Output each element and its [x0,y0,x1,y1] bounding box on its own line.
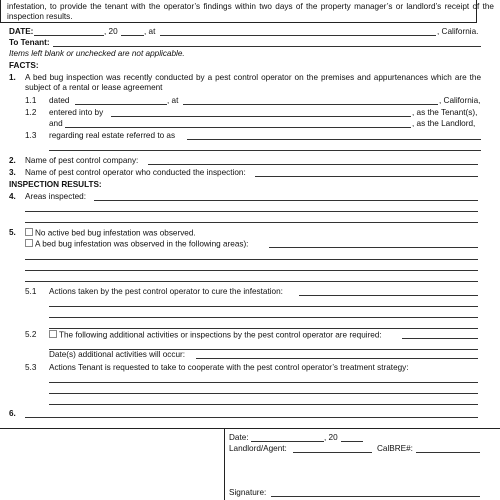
actions-taken-field-3[interactable] [49,317,478,318]
additional-dates-label: Date(s) additional activities will occur: [49,350,186,359]
item-1-2-label: entered into by [49,108,104,117]
sig-date-label: Date: [229,433,249,442]
item-2-label: Name of pest control company: [25,156,139,165]
tenant-actions-field[interactable] [49,382,478,383]
date-location-field[interactable] [160,35,436,36]
agent-field[interactable] [293,452,372,453]
areas-inspected-field-3[interactable] [25,222,478,223]
item-1-2-and-label: and [49,119,63,128]
pest-operator-field[interactable] [255,176,478,177]
agent-label: Landlord/Agent: [229,444,287,453]
additional-activities-field[interactable] [402,338,478,339]
item-1-1-location-field[interactable] [183,104,438,105]
item-3-number: 3. [9,168,16,177]
areas-inspected-field-2[interactable] [25,211,478,212]
item-1-1-label: dated [49,96,70,105]
item-5-2-number: 5.2 [25,330,37,339]
item-4-number: 4. [9,192,16,201]
additional-dates-field[interactable] [196,358,478,359]
item-1-text: A bed bug inspection was recently conducted by a pest control operator on the premises and appurtenances which are the subject of a rental or lease agreement [25,73,481,92]
infestation-areas-field-3[interactable] [25,270,478,271]
date-field[interactable] [34,35,104,36]
calbre-label: CalBRE#: [377,444,413,453]
landlord-names-field[interactable] [65,127,411,128]
sig-year-prefix: , 20 [324,433,338,442]
tenant-actions-field-3[interactable] [49,404,478,405]
item-1-1-date-field[interactable] [75,104,167,105]
to-tenant-label: To Tenant: [9,38,50,47]
date-year-prefix: , 20 [104,27,118,36]
checkbox-infestation-observed[interactable] [25,239,33,247]
option-no-infestation[interactable] [25,228,196,239]
signature-field[interactable] [271,496,480,497]
item-1-3-label: regarding real estate referred to as [49,131,176,140]
actions-taken-field[interactable] [299,295,478,296]
to-tenant-field[interactable] [53,46,481,47]
checkbox-additional-activities[interactable] [49,330,57,338]
pest-company-field[interactable] [148,164,478,165]
date-at-label: , at [144,27,156,36]
item-1-3-number: 1.3 [25,131,37,140]
item-5-1-number: 5.1 [25,287,37,296]
intro-text: infestation, to provide the tenant with the operator’s findings within two days of the property manager’s or landlord’s receipt of the inspection results. [7,2,494,21]
checkbox-no-infestation[interactable] [25,228,33,236]
infestation-areas-field-2[interactable] [25,259,478,260]
item-5-2-label: The following additional activities or inspections by the pest control operator are required: [59,330,382,340]
sig-year-field[interactable] [341,441,363,442]
item-5-number: 5. [9,228,16,237]
areas-inspected-field[interactable] [94,200,478,201]
item-2-number: 2. [9,156,16,165]
actions-taken-field-4[interactable] [49,328,478,329]
item-1-1-suffix: , California, [439,96,481,105]
item-1-2-landlord-suffix: , as the Landlord, [412,119,476,128]
signature-vertical-divider [224,429,225,500]
tenant-names-field[interactable] [111,116,411,117]
option-additional-activities[interactable] [49,330,382,341]
signature-divider [0,428,500,429]
infestation-areas-field[interactable] [269,247,478,248]
option-infestation-observed[interactable] [25,239,248,250]
option-infestation-observed-label: A bed bug infestation was observed in the following areas): [35,239,249,249]
intro-box [0,0,494,23]
item-1-2-tenant-suffix: , as the Tenant(s), [412,108,478,117]
property-field[interactable] [187,139,481,140]
option-no-infestation-label: No active bed bug infestation was observed. [35,228,196,238]
actions-taken-field-2[interactable] [49,306,478,307]
item-6-number: 6. [9,409,16,418]
facts-heading: FACTS: [9,61,39,70]
property-field-2[interactable] [49,150,481,151]
item-6-field[interactable] [25,417,478,418]
item-5-3-label: Actions Tenant is requested to take to cooperate with the pest control operator’s treatment strategy: [49,363,409,372]
date-year-field[interactable] [121,35,144,36]
item-5-1-label: Actions taken by the pest control operator to cure the infestation: [49,287,283,296]
date-state-suffix: , California. [437,27,479,36]
item-5-3-number: 5.3 [25,363,37,372]
date-label: DATE: [9,27,34,36]
item-3-label: Name of pest control operator who conducted the inspection: [25,168,246,177]
infestation-areas-field-4[interactable] [25,281,478,282]
tenant-actions-field-2[interactable] [49,393,478,394]
item-1-1-number: 1.1 [25,96,37,105]
item-1-2-number: 1.2 [25,108,37,117]
item-4-label: Areas inspected: [25,192,86,201]
blank-note: Items left blank or unchecked are not applicable. [9,49,185,58]
item-1-number: 1. [9,73,16,82]
calbre-field[interactable] [416,452,480,453]
item-1-1-at-label: , at [167,96,179,105]
sig-date-field[interactable] [251,441,324,442]
signature-label: Signature: [229,488,267,497]
results-heading: INSPECTION RESULTS: [9,180,102,189]
